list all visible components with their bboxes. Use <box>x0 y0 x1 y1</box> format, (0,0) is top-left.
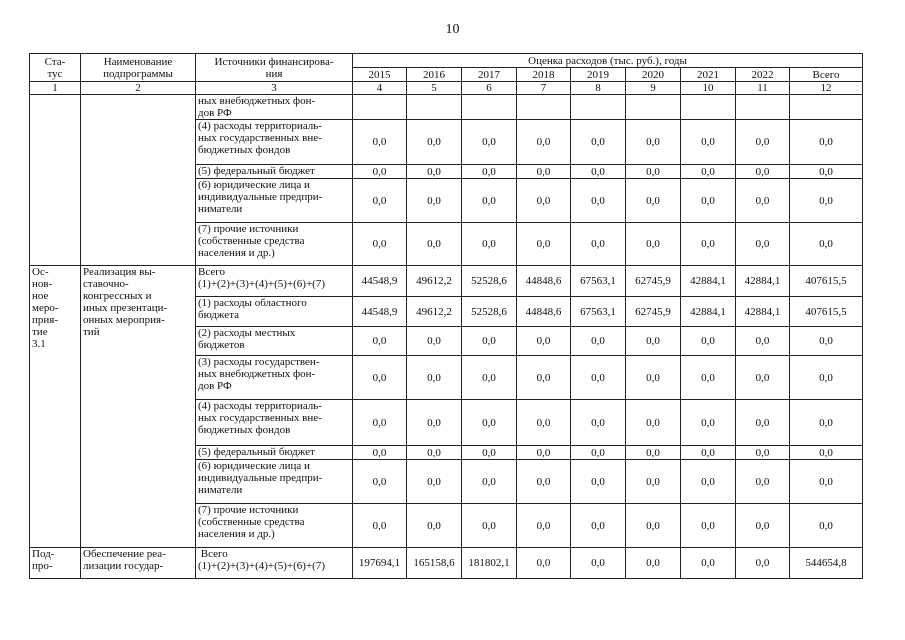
value-cell: 0,0 <box>790 460 863 504</box>
value-cell: 0,0 <box>407 400 462 446</box>
value-cell: 52528,6 <box>462 266 517 297</box>
value-cell: 0,0 <box>353 165 407 179</box>
value-cell: 0,0 <box>517 504 571 548</box>
value-cell: 0,0 <box>407 120 462 165</box>
col-number: 4 <box>353 82 407 95</box>
funding-source-cell: (6) юридические лица и индивидуальные предпри- ниматели <box>196 460 353 504</box>
header-estimate: Оценка расходов (тыс. руб.), годы <box>353 54 863 68</box>
year-cell: 2018 <box>517 68 571 82</box>
value-cell: 0,0 <box>353 179 407 223</box>
year-cell: 2017 <box>462 68 517 82</box>
table-row <box>30 266 863 297</box>
page-number: 10 <box>445 22 460 37</box>
col-number: 10 <box>681 82 736 95</box>
value-cell <box>571 95 626 120</box>
col-number: 8 <box>571 82 626 95</box>
value-cell: 0,0 <box>626 446 681 460</box>
value-cell: 0,0 <box>626 504 681 548</box>
funding-source-cell: (2) расходы местных бюджетов <box>196 327 353 356</box>
value-cell: 42884,1 <box>736 266 790 297</box>
value-cell: 0,0 <box>353 327 407 356</box>
value-cell: 0,0 <box>462 120 517 165</box>
value-cell: 0,0 <box>517 460 571 504</box>
value-cell: 0,0 <box>462 356 517 400</box>
value-cell: 0,0 <box>681 165 736 179</box>
status-cell <box>30 95 81 266</box>
year-cell: 2016 <box>407 68 462 82</box>
value-cell: 0,0 <box>353 504 407 548</box>
value-cell: 0,0 <box>790 223 863 266</box>
table-row <box>30 95 863 120</box>
value-cell: 42884,1 <box>681 297 736 327</box>
value-cell: 0,0 <box>736 165 790 179</box>
value-cell: 0,0 <box>790 165 863 179</box>
col-number: 12 <box>790 82 863 95</box>
value-cell: 0,0 <box>517 223 571 266</box>
value-cell: 0,0 <box>626 460 681 504</box>
value-cell: 0,0 <box>353 400 407 446</box>
value-cell: 0,0 <box>407 446 462 460</box>
value-cell: 0,0 <box>517 327 571 356</box>
value-cell: 0,0 <box>571 548 626 579</box>
value-cell: 62745,9 <box>626 266 681 297</box>
value-cell: 0,0 <box>736 400 790 446</box>
value-cell: 0,0 <box>736 223 790 266</box>
value-cell: 0,0 <box>517 165 571 179</box>
value-cell: 0,0 <box>571 400 626 446</box>
value-cell: 0,0 <box>571 356 626 400</box>
value-cell: 0,0 <box>462 165 517 179</box>
value-cell: 0,0 <box>407 165 462 179</box>
header-name-text: Наименование подпрограммы <box>103 55 173 80</box>
value-cell: 42884,1 <box>681 266 736 297</box>
value-cell: 0,0 <box>626 327 681 356</box>
value-cell: 0,0 <box>681 120 736 165</box>
table-body <box>30 95 863 579</box>
col-number: 6 <box>462 82 517 95</box>
value-cell: 0,0 <box>353 223 407 266</box>
value-cell: 0,0 <box>790 179 863 223</box>
funding-source-cell: Всего (1)+(2)+(3)+(4)+(5)+(6)+(7) <box>196 266 353 297</box>
value-cell: 181802,1 <box>462 548 517 579</box>
header-source <box>196 54 353 82</box>
header-status-text: Ста- тус <box>44 55 66 80</box>
value-cell: 62745,9 <box>626 297 681 327</box>
value-cell: 0,0 <box>736 446 790 460</box>
value-cell: 0,0 <box>736 179 790 223</box>
value-cell: 0,0 <box>462 460 517 504</box>
col-number: 9 <box>626 82 681 95</box>
value-cell: 44848,6 <box>517 297 571 327</box>
value-cell: 44548,9 <box>353 297 407 327</box>
column-number-row <box>30 82 863 95</box>
value-cell: 0,0 <box>681 327 736 356</box>
value-cell: 42884,1 <box>736 297 790 327</box>
value-cell: 0,0 <box>736 548 790 579</box>
header-source-text: Источники финансирова- ния <box>214 55 334 80</box>
value-cell: 0,0 <box>353 460 407 504</box>
value-cell: 0,0 <box>790 400 863 446</box>
value-cell <box>407 95 462 120</box>
value-cell: 0,0 <box>626 548 681 579</box>
value-cell: 0,0 <box>626 179 681 223</box>
value-cell: 0,0 <box>736 120 790 165</box>
value-cell: 0,0 <box>790 327 863 356</box>
value-cell: 0,0 <box>736 460 790 504</box>
value-cell <box>736 95 790 120</box>
year-cell: 2022 <box>736 68 790 82</box>
value-cell <box>681 95 736 120</box>
value-cell: 0,0 <box>571 223 626 266</box>
value-cell: 0,0 <box>353 120 407 165</box>
funding-source-cell: (4) расходы территориаль- ных государственных вне- бюджетных фондов <box>196 400 353 446</box>
value-cell: 0,0 <box>517 356 571 400</box>
value-cell: 0,0 <box>462 446 517 460</box>
table-row <box>30 548 863 579</box>
value-cell: 0,0 <box>462 400 517 446</box>
value-cell: 0,0 <box>407 504 462 548</box>
year-cell: 2019 <box>571 68 626 82</box>
col-number: 11 <box>736 82 790 95</box>
year-cell: 2021 <box>681 68 736 82</box>
value-cell: 0,0 <box>790 356 863 400</box>
value-cell: 0,0 <box>790 446 863 460</box>
value-cell: 0,0 <box>626 120 681 165</box>
value-cell: 407615,5 <box>790 297 863 327</box>
value-cell: 0,0 <box>353 446 407 460</box>
value-cell: 0,0 <box>407 179 462 223</box>
value-cell: 0,0 <box>681 400 736 446</box>
subprogram-name-cell: Обеспечение реа- лизации государ- <box>81 548 196 579</box>
value-cell: 0,0 <box>681 504 736 548</box>
status-cell: Ос- нов- ное меро- прия- тие 3.1 <box>30 266 81 548</box>
value-cell: 0,0 <box>736 327 790 356</box>
value-cell: 44548,9 <box>353 266 407 297</box>
value-cell: 0,0 <box>736 356 790 400</box>
value-cell: 0,0 <box>517 179 571 223</box>
funding-source-cell: (1) расходы областного бюджета <box>196 297 353 327</box>
value-cell: 0,0 <box>407 356 462 400</box>
value-cell <box>462 95 517 120</box>
value-cell: 49612,2 <box>407 297 462 327</box>
value-cell <box>626 95 681 120</box>
funding-source-cell: (5) федеральный бюджет <box>196 165 353 179</box>
value-cell: 67563,1 <box>571 266 626 297</box>
value-cell: 0,0 <box>571 165 626 179</box>
value-cell: 0,0 <box>790 120 863 165</box>
year-cell: 2020 <box>626 68 681 82</box>
funding-source-cell: Всего (1)+(2)+(3)+(4)+(5)+(6)+(7) <box>196 548 353 579</box>
value-cell: 0,0 <box>681 223 736 266</box>
value-cell: 0,0 <box>462 504 517 548</box>
value-cell: 0,0 <box>517 400 571 446</box>
funding-source-cell: ных внебюджетных фон- дов РФ <box>196 95 353 120</box>
value-cell: 0,0 <box>681 356 736 400</box>
value-cell: 0,0 <box>736 504 790 548</box>
value-cell: 0,0 <box>517 446 571 460</box>
funding-source-cell: (7) прочие источники (собственные средства населения и др.) <box>196 223 353 266</box>
value-cell: 0,0 <box>517 120 571 165</box>
col-number: 1 <box>30 82 81 95</box>
header-name <box>81 54 196 82</box>
funding-source-cell: (5) федеральный бюджет <box>196 446 353 460</box>
funding-source-cell: (6) юридические лица и индивидуальные предпри- ниматели <box>196 179 353 223</box>
value-cell: 0,0 <box>571 120 626 165</box>
value-cell: 44848,6 <box>517 266 571 297</box>
value-cell: 52528,6 <box>462 297 517 327</box>
value-cell: 0,0 <box>407 223 462 266</box>
col-number: 2 <box>81 82 196 95</box>
value-cell: 0,0 <box>626 165 681 179</box>
value-cell <box>353 95 407 120</box>
funding-source-cell: (3) расходы государствен- ных внебюджетных фон- дов РФ <box>196 356 353 400</box>
value-cell: 0,0 <box>462 179 517 223</box>
value-cell: 0,0 <box>681 179 736 223</box>
expenditure-table <box>29 53 863 579</box>
value-cell: 0,0 <box>626 400 681 446</box>
funding-source-cell: (4) расходы территориаль- ных государственных вне- бюджетных фондов <box>196 120 353 165</box>
value-cell: 49612,2 <box>407 266 462 297</box>
value-cell: 0,0 <box>462 327 517 356</box>
value-cell: 0,0 <box>626 223 681 266</box>
value-cell: 0,0 <box>571 460 626 504</box>
value-cell: 0,0 <box>407 460 462 504</box>
value-cell: 0,0 <box>407 327 462 356</box>
value-cell: 197694,1 <box>353 548 407 579</box>
value-cell: 0,0 <box>462 223 517 266</box>
value-cell: 0,0 <box>681 460 736 504</box>
value-cell: 0,0 <box>681 548 736 579</box>
value-cell: 0,0 <box>681 446 736 460</box>
value-cell: 407615,5 <box>790 266 863 297</box>
funding-source-cell: (7) прочие источники (собственные средства населения и др.) <box>196 504 353 548</box>
col-number: 3 <box>196 82 353 95</box>
value-cell: 0,0 <box>626 356 681 400</box>
subprogram-name-cell <box>81 95 196 266</box>
value-cell: 0,0 <box>571 179 626 223</box>
col-number: 7 <box>517 82 571 95</box>
value-cell <box>790 95 863 120</box>
value-cell: 0,0 <box>571 504 626 548</box>
status-cell: Под- про- <box>30 548 81 579</box>
value-cell: 0,0 <box>571 446 626 460</box>
value-cell: 0,0 <box>571 327 626 356</box>
year-cell: Всего <box>790 68 863 82</box>
value-cell: 67563,1 <box>571 297 626 327</box>
value-cell: 165158,6 <box>407 548 462 579</box>
header-status <box>30 54 81 82</box>
value-cell: 544654,8 <box>790 548 863 579</box>
value-cell <box>517 95 571 120</box>
value-cell: 0,0 <box>790 504 863 548</box>
subprogram-name-cell: Реализация вы- ставочно- конгрессных и иных презентаци- онных мероприя- тий <box>81 266 196 548</box>
value-cell: 0,0 <box>353 356 407 400</box>
value-cell: 0,0 <box>517 548 571 579</box>
year-cell: 2015 <box>353 68 407 82</box>
col-number: 5 <box>407 82 462 95</box>
